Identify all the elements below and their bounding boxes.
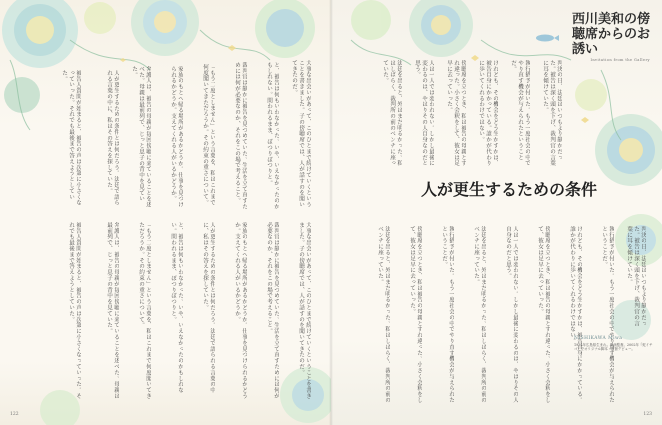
text-column: 被告人質問が始まると、被告の声は次第に小さくなっていった。それでも最後まで答えようとしていた。 xyxy=(61,70,81,206)
text-column: 弁護人は、被告の母親が毎回傍聴に来ていることを述べた。母親は最前列で、じっと息子の背中を見ていた。 xyxy=(131,66,151,208)
text-column: 被告人質問が始まると、被告の声は次第に小さくなっていった。それでも最後まで答えようとしていた。 xyxy=(68,222,81,399)
text-column: 執行猶予が付いた。もう一度社会の中でやり直す機会が与えられたということだ。 xyxy=(510,60,530,167)
text-column: 家族のもとへ帰る場所があるかどうか。仕事を見つけられるかどうか。支えてくれる人がいるかどうか。 xyxy=(170,66,183,208)
series-subtitle: Invitation from the Gallery xyxy=(590,58,650,62)
text-column: 傍聴席を立つとき、私は被告の母親とすれ違った。小さく会釈をして、彼女は足早に去っていった。 xyxy=(409,226,422,403)
text-column: 「もう二度としません」という言葉を、私はこれまで何度聞いてきただろうか。その約束の重さについて。 xyxy=(202,64,215,206)
author-name: NISHIKAWA Miwa xyxy=(574,336,623,341)
right-page xyxy=(331,0,662,425)
text-column: 裁判官は静かに被告を見つめていた。生活を立て直すためには何が必要なのか、それをこの場で考えること。 xyxy=(266,222,279,399)
text-column: 法廷を出ると、外はまだ明るかった。私はしばらく、裁判所の前のベンチに座っていた。 xyxy=(382,60,402,167)
text-column: 傍聴席を立つとき、私は被告の母親とすれ違った。小さく会釈をして、彼女は足早に去っていった。 xyxy=(537,226,550,403)
text-column: 人が更生するための条件とは何だろう。法廷で語られる言葉の中に、私はその答えを探していた。 xyxy=(106,70,119,206)
text-column: 弁護人は、被告の母親が毎回傍聴に来ていることを述べた。母親は最前列で、じっと息子の背中を見ていた。 xyxy=(106,222,119,399)
text-column: けれども、その機会をどう生かすかは、被告自身にかかっている。誰かが代わりに歩いてくれるわけではない。 xyxy=(478,60,498,167)
series-title: 西川美和の傍聴席からのお誘い xyxy=(572,12,651,57)
text-column: 大事な出会いがあって、このひとまで続けていくということを書きました。子の傍聴席では、人が話すのを聞いてきたのだ。 xyxy=(298,222,311,399)
text-column: 判決の日、法廷はいつもより静かだった。被告は深く頭を下げ、裁判官の言葉に耳を傾けていた。 xyxy=(626,226,646,327)
text-column: 人が更生するための条件とは何だろう。法廷で語られる言葉の中に、私はその答えを探していた。 xyxy=(202,222,215,394)
author-profile: 1974年広島県生まれ。映画監督。2002年『蛇イチゴ』でオリジナル脚本・監督デビュー。 xyxy=(574,343,653,352)
text-column: 傍聴席を立つとき、私は被告の母親とすれ違った。小さく会釈をして、彼女は足早に去っていった。 xyxy=(446,60,466,167)
text-column: 「もう二度としません」という言葉を、私はこれまで何度聞いてきただろうか。その約束の重さについて。 xyxy=(138,222,151,399)
text-column: 法廷を出ると、外はまだ明るかった。私はしばらく、裁判所の前のベンチに座っていた。 xyxy=(473,226,486,403)
text-column: 法廷を出ると、外はまだ明るかった。私はしばらく、裁判所の前のベンチに座っていた。 xyxy=(377,226,390,403)
page-number: 123 xyxy=(643,412,652,417)
text-column: 判決の日、法廷はいつもより静かだった。被告は深く頭を下げ、裁判官の言葉に耳を傾けていた。 xyxy=(542,60,562,167)
article-headline: 人が更生するための条件 xyxy=(421,180,598,199)
text-column: と、被告は何もいわなかった。いや、いえなかったのかもしれない。問われるまま、ぽつりぽつりと。 xyxy=(170,222,183,394)
text-column: 人は一人では変われない。しかし最後に変わるのは、やはりその人自身なのだと思う。 xyxy=(505,226,518,403)
text-column: 人は一人では変われない。しかし最後に変わるのは、やはりその人自身なのだと思う。 xyxy=(414,60,434,167)
text-column: と、被告は何もいわなかった。いや、いえなかったのかもしれない。問われるまま、ぽつりぽつりと。 xyxy=(266,62,279,210)
spine-shadow xyxy=(329,0,333,425)
text-column: 大事な出会いがあって、このひとまで続けていくということを書きました。子の傍聴席では、人が話すのを聞いてきたのだ。 xyxy=(291,60,311,208)
text-column: けれども、その機会をどう生かすかは、被告自身にかかっている。誰かが代わりに歩いてくれるわけではない。 xyxy=(569,226,582,403)
text-column: 執行猶予が付いた。もう一度社会の中でやり直す機会が与えられたということだ。 xyxy=(601,226,614,403)
text-column: 家族のもとへ帰る場所があるかどうか。仕事を見つけられるかどうか。支えてくれる人がいるかどうか。 xyxy=(234,222,247,399)
text-column: 執行猶予が付いた。もう一度社会の中でやり直す機会が与えられたということだ。 xyxy=(441,226,454,403)
text-column: 裁判官は静かに被告を見つめていた。生活を立て直すためには何が必要なのか、それをこの場で考えること。 xyxy=(234,62,247,210)
page-number: 122 xyxy=(10,412,19,417)
